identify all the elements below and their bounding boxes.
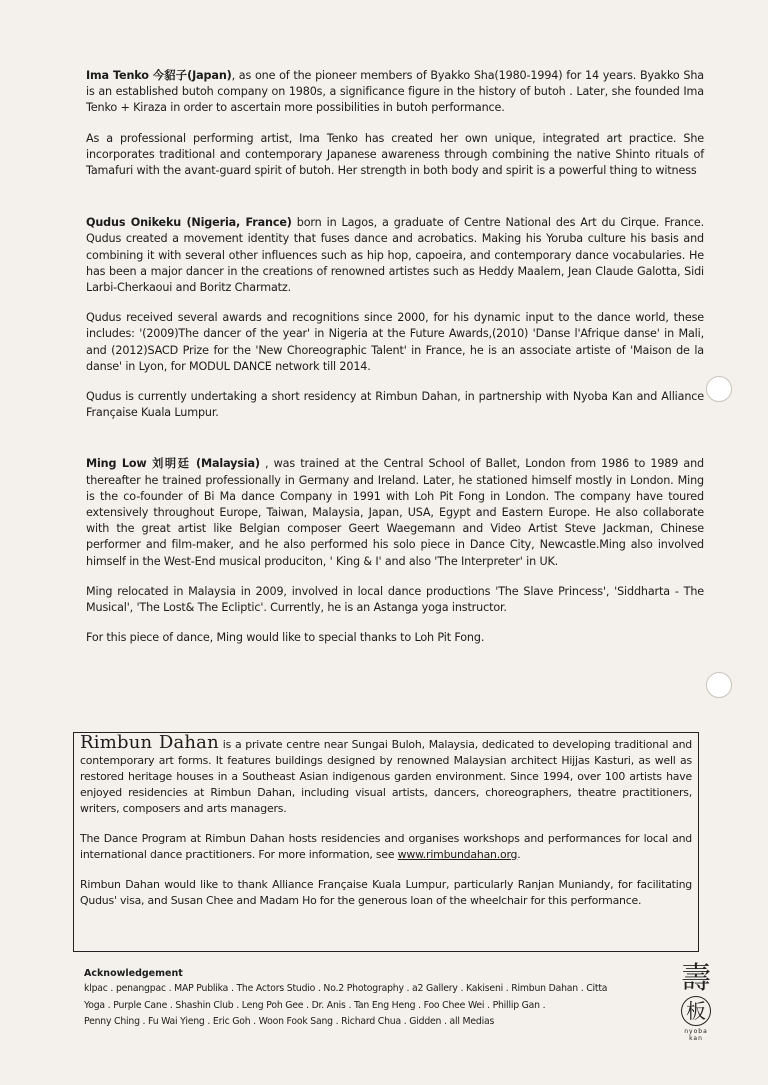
nyoba-kan-logo — [676, 962, 716, 1042]
ima-bio-p1 — [86, 68, 704, 117]
rimbun-p2 — [80, 831, 692, 863]
ming-bio-p1 — [86, 456, 704, 569]
ima-bio-p2: As a professional performing artist, Ima Tenko has created her own unique, integrated art practice. She incorporates traditional and contemporary Japanese awareness through combining the native Shinto rituals of Tamafuri with the avant-guard spirit of butoh. Her strength in both body and spirit is a powerful thing to witness — [86, 131, 704, 178]
logo-char-top: 壽 — [681, 961, 711, 996]
rimbun-website-link[interactable]: www.rimbundahan.org — [397, 848, 518, 861]
rimbun-text-2-end: . — [517, 848, 521, 861]
acknowledgement-line-1: klpac . penangpac . MAP Publika . The Actors Studio . No.2 Photography . a2 Gallery . Kakiseni . Rimbun Dahan . Citta — [84, 983, 608, 994]
binder-hole-bottom — [706, 672, 732, 698]
acknowledgement-line-2: Yoga . Purple Cane . Shashin Club . Leng Poh Gee . Dr. Anis . Tan Eng Heng . Foo Chee Wei . Phillip Gan . — [84, 999, 546, 1011]
rimbun-p3: Rimbun Dahan would like to thank Alliance Française Kuala Lumpur, particularly Ranjan Muniandy, for facilitating Qudus' visa, and Susan Chee and Madam Ho for the generous loan of the wheelchair for this performance. — [80, 878, 692, 907]
ming-bio-p3: For this piece of dance, Ming would like to special thanks to Loh Pit Fong. — [86, 631, 485, 645]
rimbun-text-2: The Dance Program at Rimbun Dahan hosts residencies and organises workshops and performances for local and international dance practitioners. For more information, see — [80, 832, 692, 861]
ming-text-1: , was trained at the Central School of Ballet, London from 1986 to 1989 and thereafter he trained professionally in Germany and Ireland. Later, he stationed himself mostly in London. Ming is the co-founder of Bi Ma dance Company in 1991 with Loh Pit Fong in London. The company have toured extensively throughout Europe, Taiwan, Malaysia, Japan, USA, Egypt and Eastern Europe. He also collaborate with the great artist like Belgian composer Geert Waegemann and Video Artist Steve Jackman, Chinese performer and film-maker, and he also performed his solo piece in Dance City, Newcastle.Ming also involved himself in the West-End musical produciton, ' King & I' and also 'The Interpreter' in UK. — [86, 457, 705, 568]
rimbun-p1 — [80, 732, 692, 817]
bios-section — [86, 68, 704, 646]
acknowledgement-heading: Acknowledgement — [84, 968, 183, 979]
qudus-bio-p3: Qudus is currently undertaking a short residency at Rimbun Dahan, in partnership with Nyoba Kan and Alliance Française Kuala Lumpur. — [86, 390, 704, 420]
acknowledgement-section — [84, 967, 654, 1031]
rimbun-dahan-box — [73, 732, 699, 952]
logo-brand: nyoba kan — [684, 1028, 708, 1042]
acknowledgement-line-3: Penny Ching . Fu Wai Yieng . Eric Goh . Woon Fook Sang . Richard Chua . Gidden . all Medias — [84, 1016, 495, 1027]
qudus-bio-p2: Qudus received several awards and recognitions since 2000, for his dynamic input to the dance world, these includes: '(2009)The dancer of the year' in Nigeria at the Future Awards,(2010) 'Danse l'Afrique danse' in Mali, and (2012)SACD Prize for the 'New Choreographic Talent' in France, he is an associate artiste of 'Maison de la danse' in Lyon, for MODUL DANCE network till 2014. — [86, 311, 704, 373]
qudus-name: Qudus Onikeku (Nigeria, France) — [86, 216, 292, 230]
ming-bio-p2: Ming relocated in Malaysia in 2009, involved in local dance productions 'The Slave Princess', 'Siddharta - The Musical', 'The Lost& The Ecliptic'. Currently, he is an Astanga yoga instructor. — [86, 584, 704, 615]
logo-char-circle: 板 — [681, 996, 711, 1026]
rimbun-text-1: is a private centre near Sungai Buloh, Malaysia, dedicated to developing traditional and contemporary art forms. It features buildings designed by renowned Malaysian architect Hijjas Kasturi, as well as restored heritage houses in a Southeast Asian indigenous garden environment. Since 1994, over 100 artists have enjoyed residencies at Rimbun Dahan, including visual artists, dancers, choreographers, theatre practitioners, writers, composers and arts managers. — [80, 738, 692, 815]
qudus-bio-p1 — [86, 215, 704, 296]
ima-text-1: , as one of the pioneer members of Byakko Sha(1980-1994) for 14 years. Byakko Sha is an established butoh company on 1980s, a significance figure in the history of butoh . Later, she founded Ima Tenko + Kiraza in order to ascertain more possibilities in butoh performance. — [86, 69, 704, 115]
binder-hole-top — [706, 376, 732, 402]
rimbun-title: Rimbun Dahan — [80, 732, 219, 753]
ming-name: Ming Low 刘明廷 (Malaysia) — [86, 457, 260, 471]
ima-name: Ima Tenko 今貂子(Japan) — [86, 69, 232, 82]
qudus-text-1: born in Lagos, a graduate of Centre National des Art du Cirque. France. Qudus created a movement identity that fuses dance and acrobatics. Making his Yoruba culture his basis and combining it with several other influences such as hip hop, capoeira, and contemporary dance vocabularies. He has been a major dancer in the creations of renowned artistes such as Heddy Maalem, Jean Claude Galotta, Sidi Larbi-Cherkaoui and Boritz Charmatz. — [86, 216, 704, 295]
